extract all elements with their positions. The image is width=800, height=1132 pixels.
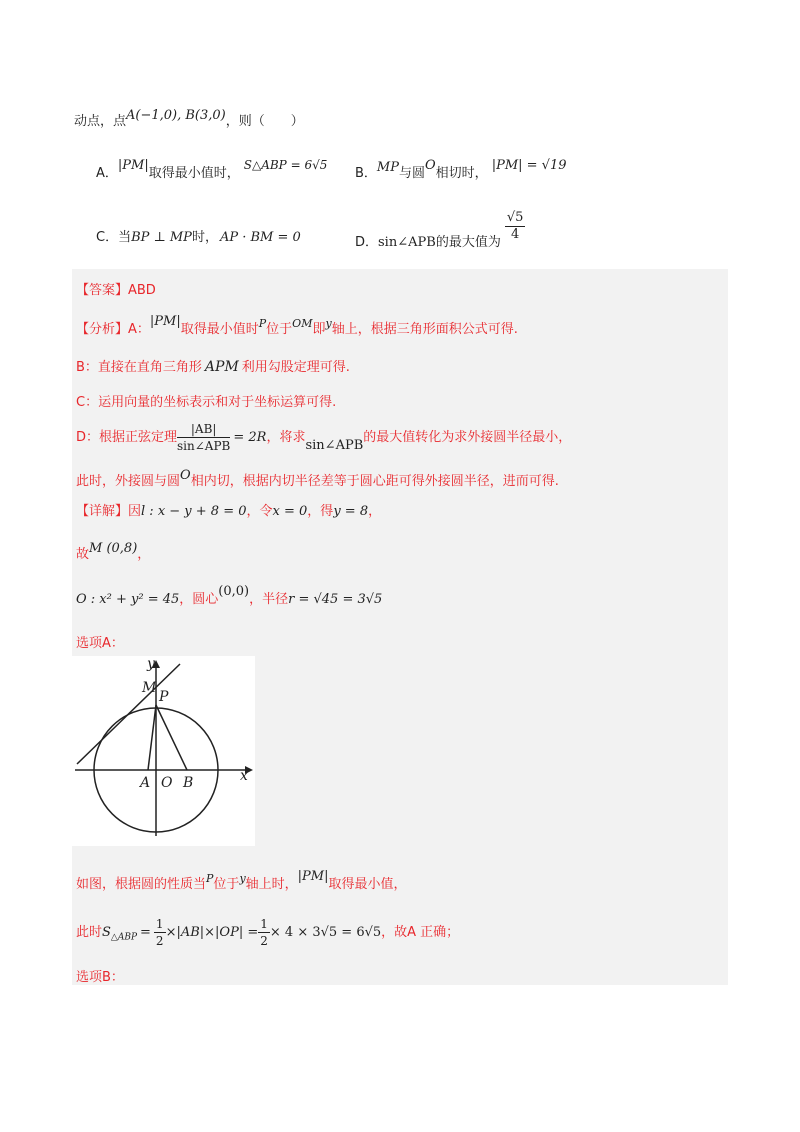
option-a-text: 取得最小值时， (148, 166, 240, 181)
label-a: A (140, 775, 151, 791)
label-y: y (147, 656, 155, 672)
gu-m: M (0,8) (89, 541, 138, 556)
analysis-a-p: P (258, 317, 267, 330)
label-x: x (240, 768, 248, 784)
option-b-text2: 相切时， (435, 166, 488, 181)
area-frac1 (154, 916, 166, 949)
detail-prefix: 【详解】因 (76, 504, 142, 519)
option-b-label: B． (355, 166, 377, 181)
option-c-expr: BP ⊥ MP (131, 230, 192, 245)
fig-text1: 如图，根据圆的性质当 (76, 877, 207, 892)
option-b-result: |PM| = √19 (491, 158, 567, 173)
analysis-b (76, 356, 350, 375)
fig-text2: 位于 (213, 877, 240, 892)
fig-p: P (206, 872, 214, 885)
gu-comma: ， (137, 547, 151, 562)
analysis-d-text1: ，将求 (266, 430, 306, 445)
analysis-d-den: sin∠APB (177, 439, 231, 453)
option-a (96, 158, 328, 181)
area-sub: △ABP (110, 932, 138, 943)
analysis-d2-text1: 此时，外接圆与圆 (76, 474, 181, 489)
detail-line-eq: l : x − y + 8 = 0 (141, 504, 247, 519)
circle-center: (0,0) (218, 584, 250, 599)
label-o: O (161, 775, 173, 791)
option-d-expr: sin∠APB (378, 235, 436, 250)
analysis-d2 (76, 470, 559, 489)
analysis-b-suffix: 利用勾股定理可得. (241, 360, 350, 375)
label-p: P (159, 689, 169, 705)
segment-pa (148, 705, 156, 770)
option-c-text: 时， (191, 230, 218, 245)
geometry-figure-svg (72, 656, 255, 846)
option-d-fraction (505, 210, 526, 243)
analysis-d-eq: = 2R (233, 430, 267, 445)
intro-points: A(−1,0), B(3,0) (126, 108, 226, 123)
analysis-d-expr: sin∠APB (305, 438, 364, 453)
option-b-expr: MP (376, 160, 399, 175)
segment-pb (156, 705, 187, 770)
analysis-a-text1: 取得最小值时 (180, 322, 259, 337)
option-a-expr: |PM| (117, 158, 149, 173)
option-c-label: C．当 (96, 230, 132, 245)
area-mid: ×|AB|×|OP| = (165, 925, 259, 940)
area-frac2-num: 1 (260, 917, 268, 931)
gu-label: 故 (76, 547, 90, 562)
analysis-d2-o: O (180, 468, 191, 483)
fig-y: y (239, 872, 246, 885)
option-a-label: A． (96, 166, 118, 181)
analysis-b-prefix: B：直接在直角三角形 (76, 360, 202, 375)
analysis-a-prefix: 【分析】A： (76, 322, 150, 337)
analysis-c: C：运用向量的坐标表示和对于坐标运算可得. (76, 395, 337, 410)
option-b (355, 158, 567, 181)
option-c (96, 226, 301, 245)
circle-eq: O : x² + y² = 45 (76, 592, 180, 607)
detail-line (76, 500, 381, 519)
area-suffix: ，故A 正确； (381, 925, 460, 940)
area-prefix: 此时 (76, 925, 103, 940)
answer-line: 【答案】ABD (76, 283, 156, 298)
analysis-a-text3: 即 (312, 322, 326, 337)
fig-pm: |PM| (297, 869, 329, 884)
detail-text1: ，令 (246, 504, 273, 519)
option-c-result: AP · BM = 0 (219, 230, 301, 245)
detail-text3: ， (368, 504, 382, 519)
circle-text2: ，半径 (249, 592, 289, 607)
analysis-d-fraction (177, 421, 230, 454)
fig-text4: 取得最小值， (328, 877, 407, 892)
intro-prefix: 动点，点 (74, 114, 127, 129)
gu-line (76, 543, 150, 562)
geometry-figure (72, 656, 255, 846)
fig-text3: 轴上时， (245, 877, 298, 892)
analysis-d-prefix: D：根据正弦定理 (76, 430, 178, 445)
detail-text2: ，得 (307, 504, 334, 519)
detail-y8: y = 8 (333, 504, 369, 519)
label-m: M (142, 680, 157, 696)
analysis-d (76, 421, 571, 454)
tangent-line (77, 664, 180, 764)
option-a-title: 选项A： (76, 636, 124, 651)
option-d-text: 的最大值为 (435, 235, 501, 250)
analysis-a-om: OM (292, 317, 313, 330)
area-frac1-num: 1 (155, 917, 164, 931)
question-intro (74, 110, 304, 129)
circle-r: r = √45 = 3√5 (288, 592, 383, 607)
analysis-d-text2: 的最大值转化为求外接圆半径最小， (363, 430, 572, 445)
analysis-a-y: y (325, 317, 332, 330)
option-d (355, 210, 525, 250)
circle-line (76, 584, 383, 607)
label-b: B (183, 775, 194, 791)
analysis-b-expr: APM (204, 359, 239, 375)
analysis-d-num: |AB| (177, 421, 230, 438)
circle-text1: ，圆心 (179, 592, 219, 607)
analysis-a-text2: 位于 (266, 322, 293, 337)
area-frac1-den: 2 (155, 934, 164, 948)
area-s: S (102, 925, 111, 940)
figure-explanation (76, 869, 407, 892)
analysis-a (76, 314, 518, 337)
option-b-circle: O (425, 158, 436, 173)
area-line (76, 916, 459, 949)
option-d-frac-num: √5 (506, 210, 524, 225)
analysis-d2-text2: 相内切，根据内切半径差等于圆心距可得外接圆半径，进而可得. (190, 474, 559, 489)
analysis-a-expr1: |PM| (149, 314, 181, 329)
option-d-label: D． (355, 235, 379, 250)
intro-suffix: ，则（ ） (225, 114, 304, 129)
detail-x0: x = 0 (272, 504, 308, 519)
option-b-title: 选项B： (76, 970, 124, 985)
area-tail: × 4 × 3√5 = 6√5 (269, 925, 382, 940)
area-eq1: = (140, 925, 151, 940)
option-a-result: S△ABP = 6√5 (243, 158, 328, 172)
option-d-frac-den: 4 (510, 227, 520, 242)
area-frac2-den: 2 (260, 934, 268, 948)
option-b-text1: 与圆 (398, 166, 425, 181)
analysis-a-text4: 轴上，根据三角形面积公式可得. (331, 322, 518, 337)
area-frac2 (258, 916, 270, 949)
